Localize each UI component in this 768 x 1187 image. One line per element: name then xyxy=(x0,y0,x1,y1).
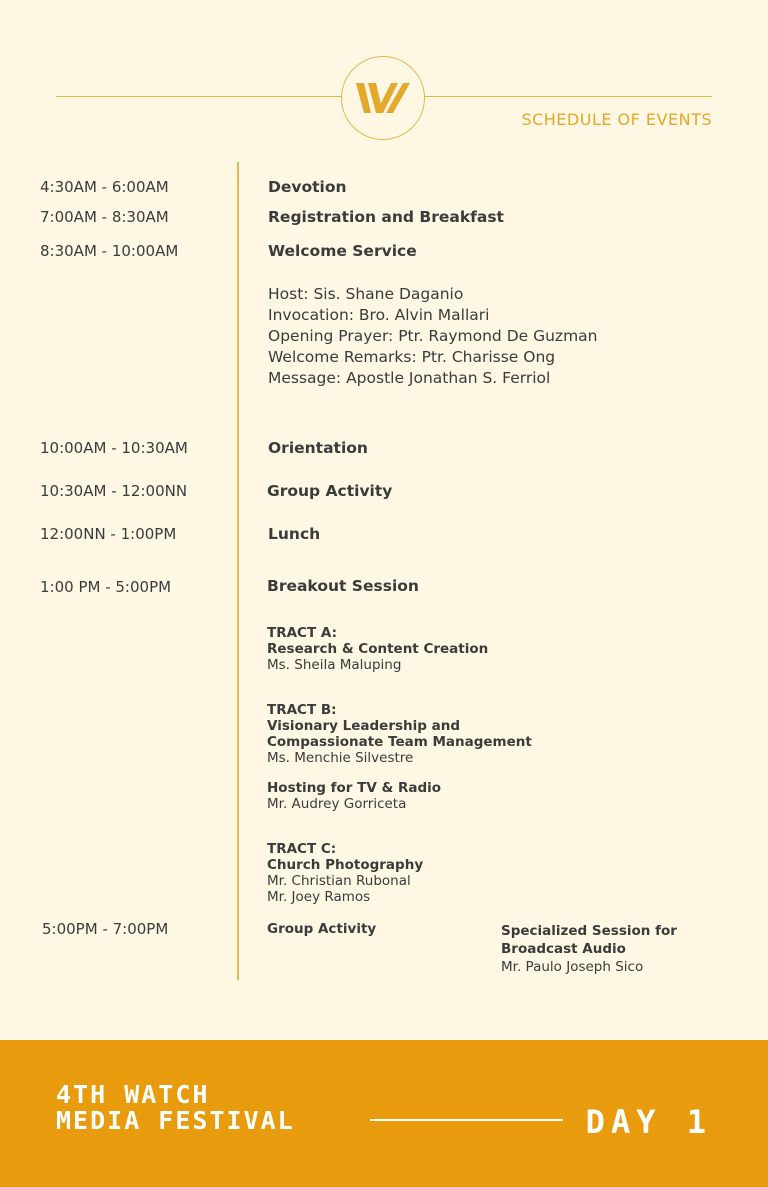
header-rule-left xyxy=(56,96,342,97)
tract-a xyxy=(267,625,488,673)
festival-name xyxy=(56,1082,295,1134)
session-title: Specialized Session for xyxy=(501,923,677,939)
tract-speaker: Mr. Audrey Gorriceta xyxy=(267,796,407,812)
time-slot: 7:00AM - 8:30AM xyxy=(40,208,169,226)
hosting-session xyxy=(267,780,441,812)
event-title: Devotion xyxy=(268,178,347,196)
time-slot: 12:00NN - 1:00PM xyxy=(40,525,177,543)
day-label: DAY 1 xyxy=(585,1103,712,1141)
tract-title: Visionary Leadership and xyxy=(267,718,461,734)
session-title: Broadcast Audio xyxy=(501,941,626,957)
time-slot: 8:30AM - 10:00AM xyxy=(40,242,179,260)
time-slot: 5:00PM - 7:00PM xyxy=(42,920,169,938)
tract-title: Research & Content Creation xyxy=(267,641,489,657)
tract-speaker: Mr. Joey Ramos xyxy=(267,889,371,905)
time-slot: 1:00 PM - 5:00PM xyxy=(40,578,172,596)
event-title-text: Group Activity xyxy=(267,921,377,937)
time-slot: 10:00AM - 10:30AM xyxy=(40,439,188,457)
tract-title: Compassionate Team Management xyxy=(267,734,532,750)
event-title xyxy=(267,921,376,937)
tract-label: TRACT A: xyxy=(267,625,337,641)
event-title: Registration and Breakfast xyxy=(268,208,504,226)
tract-speaker: Ms. Menchie Silvestre xyxy=(267,750,414,766)
timeline-divider xyxy=(237,162,239,980)
welcome-details xyxy=(268,284,598,389)
detail-line: Invocation: Bro. Alvin Mallari xyxy=(268,306,490,324)
event-title: Group Activity xyxy=(267,482,393,500)
tract-label: TRACT C: xyxy=(267,841,337,857)
event-title: Orientation xyxy=(268,439,368,457)
tract-title: Church Photography xyxy=(267,857,424,873)
event-title: Breakout Session xyxy=(267,577,419,595)
time-slot: 10:30AM - 12:00NN xyxy=(40,482,188,500)
page-title: SCHEDULE OF EVENTS xyxy=(521,110,712,129)
festival-line: 4TH WATCH xyxy=(56,1080,210,1109)
detail-line: Welcome Remarks: Ptr. Charisse Ong xyxy=(268,348,556,366)
event-title: Lunch xyxy=(268,525,321,543)
tract-speaker: Mr. Christian Rubonal xyxy=(267,873,411,889)
specialized-session xyxy=(501,922,677,976)
watch-w-logo-icon xyxy=(341,56,425,140)
tract-speaker: Ms. Sheila Maluping xyxy=(267,657,402,673)
header-rule-right xyxy=(424,96,712,97)
tract-c xyxy=(267,841,423,905)
festival-line: MEDIA FESTIVAL xyxy=(56,1106,295,1135)
tract-b xyxy=(267,702,532,766)
detail-line: Opening Prayer: Ptr. Raymond De Guzman xyxy=(268,327,598,345)
tract-title: Hosting for TV & Radio xyxy=(267,780,442,796)
event-title: Welcome Service xyxy=(268,242,417,260)
tract-label: TRACT B: xyxy=(267,702,337,718)
detail-line: Message: Apostle Jonathan S. Ferriol xyxy=(268,369,551,387)
time-slot: 4:30AM - 6:00AM xyxy=(40,178,169,196)
detail-line: Host: Sis. Shane Daganio xyxy=(268,285,464,303)
session-speaker: Mr. Paulo Joseph Sico xyxy=(501,959,644,975)
footer-divider xyxy=(370,1119,563,1121)
